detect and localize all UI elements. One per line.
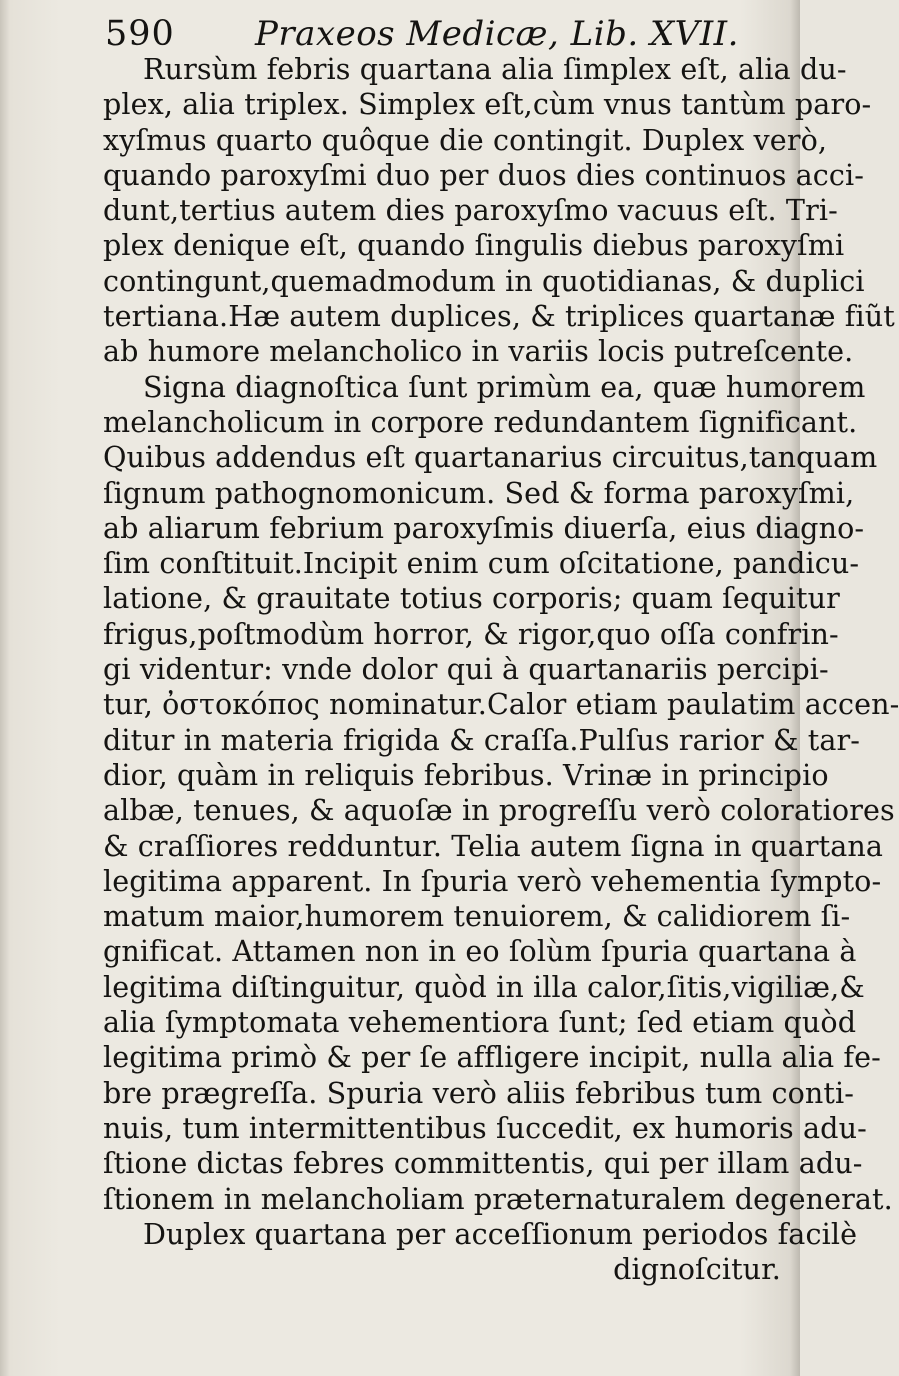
text-line: legitima primò & per ſe affligere incipit, nulla alia fe- (103, 1040, 881, 1075)
page-number: 590 (105, 14, 175, 54)
text-line: ab aliarum febrium paroxyſmis diuerſa, eius diagno- (103, 510, 865, 545)
text-line: melancholicum in corpore redundantem ſignificant. (103, 404, 858, 439)
running-title: Praxeos Medicæ, Lib. XVII. (255, 14, 739, 54)
text-line: plex denique eſt, quando ſingulis diebus paroxyſmi (103, 228, 845, 263)
text-line: gi videntur: vnde dolor qui à quartanariis percipi- (103, 652, 829, 687)
text-line: tur, ὀστοκόπος nominatur.Calor etiam paulatim accen- (103, 687, 899, 722)
text-line: albæ, tenues, & aquoſæ in progreſſu verò coloratiores (103, 793, 895, 828)
text-line: Signa diagnoſtica ſunt primùm ea, quæ humorem (143, 369, 866, 404)
text-line: ſtionem in melancholiam præternaturalem degenerat. (103, 1181, 893, 1216)
text-line: legitima apparent. In ſpuria verò vehementia ſympto- (103, 863, 882, 898)
text-line: frigus,poſtmodùm horror, & rigor,quo oſſa confrin- (103, 616, 839, 651)
text-line: ſtione dictas febres committentis, qui per illam adu- (103, 1146, 863, 1181)
text-line: alia ſymptomata vehementiora ſunt; ſed etiam quòd (103, 1005, 857, 1040)
text-line: ditur in materia frigida & craſſa.Pulſus rarior & tar- (103, 722, 861, 757)
text-line: legitima diſtinguitur, quòd in illa calor,ſitis,vigiliæ,& (103, 969, 865, 1004)
text-line: quando paroxyſmi duo per duos dies continuos acci- (103, 157, 865, 192)
text-line: dunt,tertius autem dies paroxyſmo vacuus eſt. Tri- (103, 193, 838, 228)
text-line: & craſſiores redduntur. Telia autem ſigna in quartana (103, 828, 884, 863)
text-line: gnificat. Attamen non in eo ſolùm ſpuria quartana à (103, 934, 857, 969)
text-line: nuis, tum intermittentibus ſuccedit, ex humoris adu- (103, 1110, 867, 1145)
text-line: Duplex quartana per acceſſionum periodos facilè (143, 1216, 858, 1251)
text-line: tertiana.Hæ autem duplices, & triplices quartanæ fiũt (103, 299, 895, 334)
text-line: dignoſcitur. (613, 1252, 781, 1287)
text-line: contingunt,quemadmodum in quotidianas, & duplici (103, 263, 865, 298)
text-line: Quibus addendus eſt quartanarius circuitus,tanquam (103, 440, 878, 475)
text-line: Rursùm febris quartana alia ſimplex eſt, alia du- (143, 52, 847, 86)
text-line: latione, & grauitate totius corporis; quam ſequitur (103, 581, 840, 616)
text-line: xyſmus quarto quôque die contingit. Duplex verò, (103, 122, 828, 157)
body-text (103, 52, 899, 1287)
text-line: ab humore melancholico in variis locis putreſcente. (103, 334, 854, 369)
text-line: dior, quàm in reliquis febribus. Vrinæ in principio (103, 757, 829, 792)
text-line: matum maior,humorem tenuiorem, & calidiorem ſi- (103, 899, 851, 934)
text-line: ſim conſtituit.Incipit enim cum oſcitatione, pandicu- (103, 546, 860, 581)
text-line: bre prægreſſa. Spuria verò aliis febribus tum conti- (103, 1075, 855, 1110)
text-line: ſignum pathognomonicum. Sed & forma paroxyſmi, (103, 475, 855, 510)
text-line: plex, alia triplex. Simplex eſt,cùm vnus tantùm paro- (103, 87, 872, 122)
